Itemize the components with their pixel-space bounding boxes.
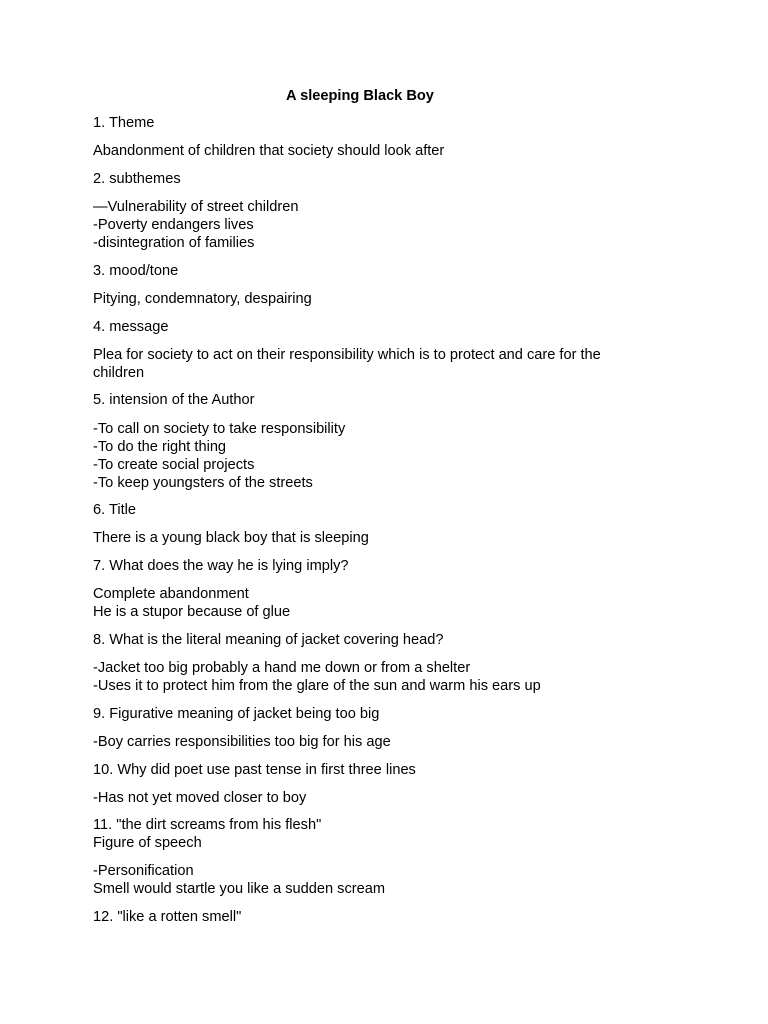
heading-subthemes: 2. subthemes: [93, 171, 181, 187]
question-12: 12. "like a rotten smell": [93, 909, 242, 925]
answer-7: He is a stupor because of glue: [93, 604, 291, 620]
intension-item: -To create social projects: [93, 457, 255, 473]
heading-title: 6. Title: [93, 502, 136, 518]
intension-item: -To call on society to take responsibility: [93, 421, 346, 437]
answer-9: -Boy carries responsibilities too big for his age: [93, 734, 391, 750]
document-title: A sleeping Black Boy: [286, 88, 434, 104]
answer-10: -Has not yet moved closer to boy: [93, 790, 307, 806]
message-text: Plea for society to act on their responsibility which is to protect and care for the: [93, 347, 601, 363]
mood-tone-text: Pitying, condemnatory, despairing: [93, 291, 312, 307]
heading-mood-tone: 3. mood/tone: [93, 263, 179, 279]
question-10: 10. Why did poet use past tense in first three lines: [93, 762, 416, 778]
heading-theme: 1. Theme: [93, 115, 155, 131]
answer-8: -Uses it to protect him from the glare of the sun and warm his ears up: [93, 678, 541, 694]
question-11: Figure of speech: [93, 835, 202, 851]
subtheme-item: -disintegration of families: [93, 235, 255, 251]
intension-item: -To keep youngsters of the streets: [93, 475, 313, 491]
heading-intension: 5. intension of the Author: [93, 392, 255, 408]
question-9: 9. Figurative meaning of jacket being too big: [93, 706, 380, 722]
subtheme-item: -Poverty endangers lives: [93, 217, 254, 233]
question-8: 8. What is the literal meaning of jacket covering head?: [93, 632, 444, 648]
heading-message: 4. message: [93, 319, 169, 335]
answer-7: Complete abandonment: [93, 586, 249, 602]
theme-text: Abandonment of children that society should look after: [93, 143, 445, 159]
title-text: There is a young black boy that is sleeping: [93, 530, 369, 546]
question-7: 7. What does the way he is lying imply?: [93, 558, 349, 574]
message-text: children: [93, 365, 145, 381]
subtheme-item: —Vulnerability of street children: [93, 199, 299, 215]
answer-11: -Personification: [93, 863, 194, 879]
question-11: 11. "the dirt screams from his flesh": [93, 817, 322, 833]
intension-item: -To do the right thing: [93, 439, 227, 455]
answer-8: -Jacket too big probably a hand me down or from a shelter: [93, 660, 471, 676]
answer-11: Smell would startle you like a sudden scream: [93, 881, 386, 897]
